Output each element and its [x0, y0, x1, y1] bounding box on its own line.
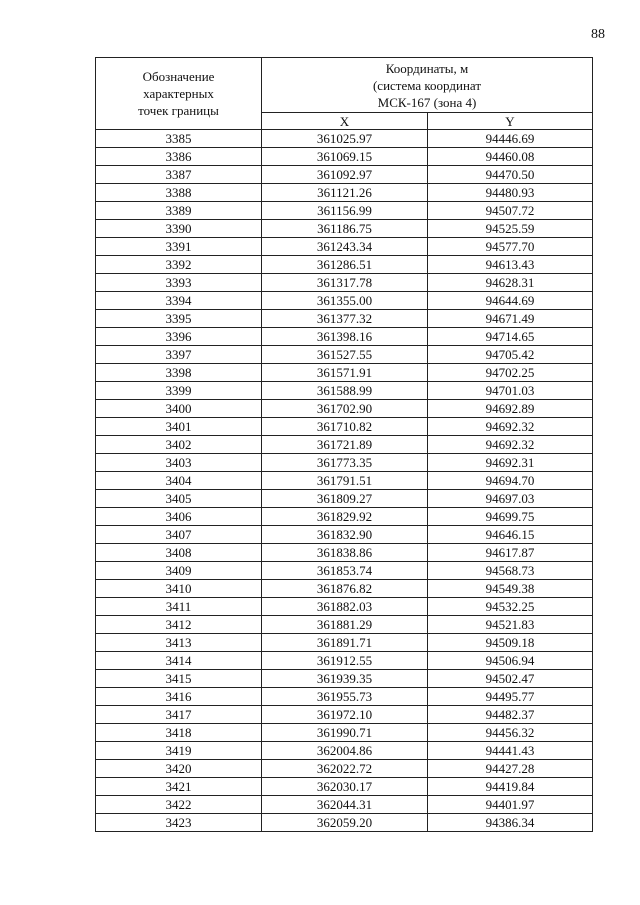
y-coordinate-cell: 94532.25 [428, 598, 593, 616]
point-cell: 3391 [96, 238, 262, 256]
table-row [96, 310, 593, 328]
y-coordinate-cell: 94495.77 [428, 688, 593, 706]
y-coordinate-cell: 94470.50 [428, 166, 593, 184]
page-number: 88 [591, 27, 605, 42]
point-cell: 3408 [96, 544, 262, 562]
table-header [96, 58, 593, 130]
x-coordinate-cell: 362059.20 [262, 814, 428, 832]
y-coordinate-cell: 94460.08 [428, 148, 593, 166]
point-cell: 3392 [96, 256, 262, 274]
coordinates-header-line: МСК-167 (зона 4) [377, 94, 477, 110]
x-coordinate-cell: 361398.16 [262, 328, 428, 346]
table-row [96, 724, 593, 742]
table-row [96, 760, 593, 778]
point-cell: 3393 [96, 274, 262, 292]
x-coordinate-cell: 361829.92 [262, 508, 428, 526]
table-row [96, 526, 593, 544]
table-row [96, 652, 593, 670]
table-row [96, 400, 593, 418]
table-row [96, 436, 593, 454]
y-coordinate-cell: 94568.73 [428, 562, 593, 580]
x-coordinate-cell: 361955.73 [262, 688, 428, 706]
y-coordinate-cell: 94456.32 [428, 724, 593, 742]
point-header-line: характерных [143, 86, 214, 101]
y-coordinate-cell: 94702.25 [428, 364, 593, 382]
y-coordinate-cell: 94386.34 [428, 814, 593, 832]
table-row [96, 364, 593, 382]
point-cell: 3387 [96, 166, 262, 184]
table-row [96, 562, 593, 580]
table-row [96, 328, 593, 346]
point-cell: 3420 [96, 760, 262, 778]
y-coordinate-cell: 94401.97 [428, 796, 593, 814]
y-column-header: Y [428, 113, 593, 130]
table-row [96, 148, 593, 166]
point-cell: 3389 [96, 202, 262, 220]
y-coordinate-cell: 94692.32 [428, 418, 593, 436]
point-cell: 3403 [96, 454, 262, 472]
table-row [96, 688, 593, 706]
point-header-line: Обозначение [142, 69, 215, 84]
point-cell: 3404 [96, 472, 262, 490]
table-row [96, 202, 593, 220]
y-coordinate-cell: 94480.93 [428, 184, 593, 202]
x-coordinate-cell: 361912.55 [262, 652, 428, 670]
table-body [96, 130, 593, 832]
x-coordinate-cell: 361186.75 [262, 220, 428, 238]
x-coordinate-cell: 361317.78 [262, 274, 428, 292]
point-cell: 3405 [96, 490, 262, 508]
y-coordinate-cell: 94525.59 [428, 220, 593, 238]
y-coordinate-cell: 94506.94 [428, 652, 593, 670]
point-header-line: точек границы [138, 103, 219, 118]
y-coordinate-cell: 94446.69 [428, 130, 593, 148]
coordinates-header-line: (система координат [372, 77, 482, 93]
point-cell: 3395 [96, 310, 262, 328]
x-coordinate-cell: 361121.26 [262, 184, 428, 202]
point-cell: 3385 [96, 130, 262, 148]
x-coordinate-cell: 361882.03 [262, 598, 428, 616]
point-cell: 3409 [96, 562, 262, 580]
x-coordinate-cell: 362022.72 [262, 760, 428, 778]
point-cell: 3407 [96, 526, 262, 544]
y-coordinate-cell: 94507.72 [428, 202, 593, 220]
point-cell: 3412 [96, 616, 262, 634]
y-coordinate-cell: 94441.43 [428, 742, 593, 760]
y-coordinate-cell: 94577.70 [428, 238, 593, 256]
x-coordinate-cell: 361838.86 [262, 544, 428, 562]
point-cell: 3388 [96, 184, 262, 202]
x-coordinate-cell: 361721.89 [262, 436, 428, 454]
point-cell: 3400 [96, 400, 262, 418]
point-cell: 3401 [96, 418, 262, 436]
coordinates-header-line: Координаты, м [385, 60, 469, 76]
x-coordinate-cell: 362030.17 [262, 778, 428, 796]
x-coordinate-cell: 361069.15 [262, 148, 428, 166]
y-coordinate-cell: 94692.31 [428, 454, 593, 472]
x-coordinate-cell: 361891.71 [262, 634, 428, 652]
table-row [96, 184, 593, 202]
point-cell: 3421 [96, 778, 262, 796]
x-coordinate-cell: 361853.74 [262, 562, 428, 580]
point-cell: 3398 [96, 364, 262, 382]
table-row [96, 544, 593, 562]
table-row [96, 490, 593, 508]
table-row [96, 598, 593, 616]
point-cell: 3410 [96, 580, 262, 598]
table-row [96, 508, 593, 526]
x-coordinate-cell: 361990.71 [262, 724, 428, 742]
coordinates-header [262, 58, 593, 113]
table-row [96, 778, 593, 796]
point-cell: 3411 [96, 598, 262, 616]
x-coordinate-cell: 361243.34 [262, 238, 428, 256]
point-cell: 3402 [96, 436, 262, 454]
x-coordinate-cell: 361702.90 [262, 400, 428, 418]
table-row [96, 274, 593, 292]
point-cell: 3399 [96, 382, 262, 400]
x-coordinate-cell: 362044.31 [262, 796, 428, 814]
x-coordinate-cell: 361092.97 [262, 166, 428, 184]
x-coordinate-cell: 361571.91 [262, 364, 428, 382]
y-coordinate-cell: 94509.18 [428, 634, 593, 652]
y-coordinate-cell: 94482.37 [428, 706, 593, 724]
x-coordinate-cell: 361025.97 [262, 130, 428, 148]
point-cell: 3396 [96, 328, 262, 346]
x-coordinate-cell: 361355.00 [262, 292, 428, 310]
table-row [96, 238, 593, 256]
table-row [96, 796, 593, 814]
table-row [96, 580, 593, 598]
table-row [96, 472, 593, 490]
table-row [96, 814, 593, 832]
y-coordinate-cell: 94613.43 [428, 256, 593, 274]
x-coordinate-cell: 361939.35 [262, 670, 428, 688]
table-row [96, 220, 593, 238]
y-coordinate-cell: 94697.03 [428, 490, 593, 508]
table-row [96, 634, 593, 652]
point-cell: 3397 [96, 346, 262, 364]
table-row [96, 616, 593, 634]
y-coordinate-cell: 94521.83 [428, 616, 593, 634]
table-row [96, 130, 593, 148]
x-coordinate-cell: 361876.82 [262, 580, 428, 598]
table-row [96, 670, 593, 688]
y-coordinate-cell: 94692.32 [428, 436, 593, 454]
x-coordinate-cell: 361710.82 [262, 418, 428, 436]
table-row [96, 256, 593, 274]
y-coordinate-cell: 94705.42 [428, 346, 593, 364]
point-cell: 3415 [96, 670, 262, 688]
x-coordinate-cell: 361286.51 [262, 256, 428, 274]
table-row [96, 742, 593, 760]
y-coordinate-cell: 94646.15 [428, 526, 593, 544]
point-cell: 3422 [96, 796, 262, 814]
y-coordinate-cell: 94692.89 [428, 400, 593, 418]
point-cell: 3419 [96, 742, 262, 760]
header-row-top [96, 58, 593, 113]
y-coordinate-cell: 94617.87 [428, 544, 593, 562]
table-row [96, 418, 593, 436]
y-coordinate-cell: 94427.28 [428, 760, 593, 778]
y-coordinate-cell: 94701.03 [428, 382, 593, 400]
table-row [96, 346, 593, 364]
table-row [96, 292, 593, 310]
point-cell: 3423 [96, 814, 262, 832]
table-row [96, 454, 593, 472]
point-cell: 3417 [96, 706, 262, 724]
table-row [96, 166, 593, 184]
x-coordinate-cell: 361809.27 [262, 490, 428, 508]
point-cell: 3418 [96, 724, 262, 742]
y-coordinate-cell: 94549.38 [428, 580, 593, 598]
y-coordinate-cell: 94671.49 [428, 310, 593, 328]
y-coordinate-cell: 94694.70 [428, 472, 593, 490]
x-coordinate-cell: 361156.99 [262, 202, 428, 220]
y-coordinate-cell: 94699.75 [428, 508, 593, 526]
point-cell: 3406 [96, 508, 262, 526]
x-coordinate-cell: 361588.99 [262, 382, 428, 400]
x-coordinate-cell: 361791.51 [262, 472, 428, 490]
point-cell: 3394 [96, 292, 262, 310]
x-coordinate-cell: 361832.90 [262, 526, 428, 544]
table-row [96, 706, 593, 724]
x-column-header: X [262, 113, 428, 130]
x-coordinate-cell: 361972.10 [262, 706, 428, 724]
x-coordinate-cell: 361773.35 [262, 454, 428, 472]
y-coordinate-cell: 94628.31 [428, 274, 593, 292]
table-row [96, 382, 593, 400]
coordinates-table [95, 57, 593, 832]
point-cell: 3413 [96, 634, 262, 652]
point-cell: 3390 [96, 220, 262, 238]
point-designation-header [96, 58, 262, 130]
y-coordinate-cell: 94502.47 [428, 670, 593, 688]
y-coordinate-cell: 94644.69 [428, 292, 593, 310]
point-cell: 3416 [96, 688, 262, 706]
x-coordinate-cell: 362004.86 [262, 742, 428, 760]
y-coordinate-cell: 94419.84 [428, 778, 593, 796]
y-coordinate-cell: 94714.65 [428, 328, 593, 346]
x-coordinate-cell: 361527.55 [262, 346, 428, 364]
x-coordinate-cell: 361881.29 [262, 616, 428, 634]
x-coordinate-cell: 361377.32 [262, 310, 428, 328]
point-cell: 3386 [96, 148, 262, 166]
point-cell: 3414 [96, 652, 262, 670]
